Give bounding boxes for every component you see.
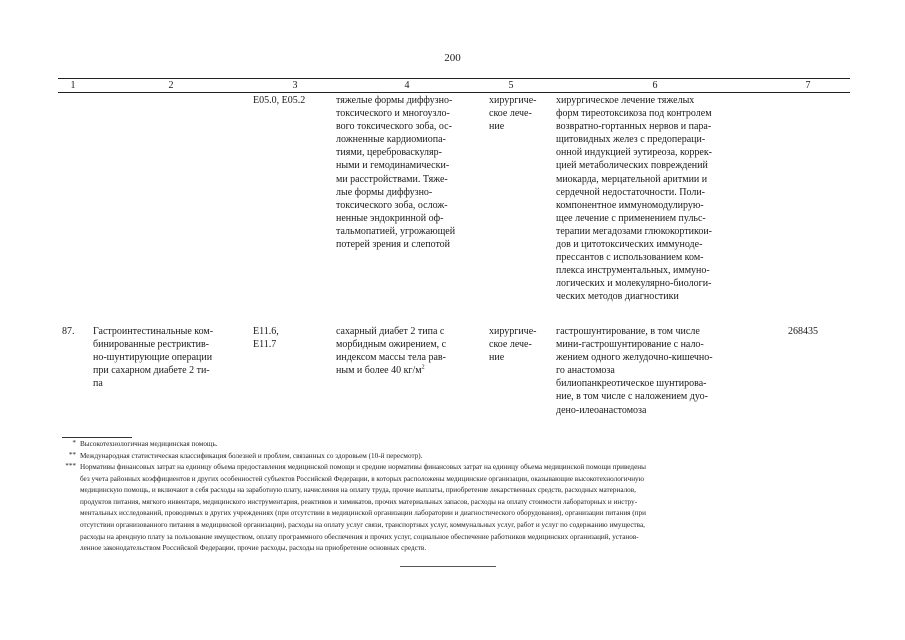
footnote-2-mark: ** [68, 451, 76, 459]
column-header-3: 3 [292, 80, 298, 91]
text-line: мини-гастрошунтирование с нало- [556, 339, 704, 351]
text-line: при сахарном диабете 2 ти- [93, 365, 210, 377]
text-line: Е11.7 [253, 339, 277, 351]
row-a-code: Е05.0, Е05.2 [253, 95, 306, 106]
row-a-treatment-type [489, 94, 551, 133]
text-line: ми расстройствами. Тяже- [336, 173, 448, 185]
superscript: 2 [421, 364, 425, 371]
text-line: жением одного желудочно-кишечно- [556, 352, 713, 364]
footnote-line: ментальных исследований, проводимых в других учреждениях (при отсутствии в медицинской организации лаборатории и диагностического оборудования), организации питания (при [80, 509, 646, 518]
text-line: онной индукцией эутиреоза, коррек- [556, 147, 713, 159]
text-line: щее лечение с применением пульс- [556, 212, 706, 224]
footnote-3-mark: *** [65, 462, 76, 470]
text-line: индексом массы тела рав- [336, 352, 446, 364]
text-line: го анастомоза [556, 365, 615, 377]
footnote-3 [80, 462, 850, 555]
text-line: ское лече- [489, 108, 532, 120]
text-line: Гастроинтестинальные ком- [93, 326, 214, 337]
text-line: морбидным ожирением, с [336, 339, 447, 351]
footnote-1-mark: * [72, 439, 76, 447]
footnote-line: ленное законодательством Российской Федерации, прочие расходы, расходы на приобретение основных средств. [80, 544, 427, 553]
text-line: сердечной недостаточности. Поли- [556, 186, 706, 198]
text-line: хирургиче- [489, 326, 537, 337]
text-line: па [93, 378, 103, 390]
text-line: потерей зрения и слепотой [336, 239, 451, 251]
text-line: тальмопатией, угрожающей [336, 225, 456, 237]
text-line: прессантов с использованием ком- [556, 252, 704, 264]
row-b-cost: 268435 [788, 326, 818, 337]
page-number: 200 [444, 52, 461, 64]
text-line: ние [489, 352, 505, 364]
text-line: ными и гемодинамически- [336, 160, 450, 172]
column-header-7: 7 [805, 80, 811, 91]
text-line: миокарда, мерцательной аритмии и [556, 173, 708, 185]
text-line: токсического зоба, ослож- [336, 199, 448, 211]
footnote-line: без учета районных коэффициентов и других особенностей субъектов Российской Федерации, в которых расположены медицинские организации, оказывающие высокотехнологичную [80, 474, 645, 483]
text-line: гастрошунтирование, в том числе [556, 326, 700, 337]
text-line: ложненные кардиомиопа- [336, 134, 446, 146]
text-line: ское лече- [489, 339, 532, 351]
column-header-4: 4 [404, 80, 410, 91]
text-line: токсического и многоузло- [336, 108, 450, 120]
column-header-1: 1 [70, 80, 76, 91]
footnote-2: Международная статистическая классификация болезней и проблем, связанных со здоровьем (10-й пересмотр). [80, 452, 423, 460]
row-b-method [556, 325, 756, 417]
text-line: Е11.6, [253, 326, 279, 337]
text-line: но-шунтирующие операции [93, 352, 213, 364]
text-line: тяжелые формы диффузно- [336, 95, 453, 106]
row-b-number: 87. [62, 326, 75, 337]
table-header-rule [58, 92, 850, 93]
text-line: щитовидных желез с предопераци- [556, 134, 706, 146]
row-a-diagnosis [336, 94, 481, 251]
text-line: логических и молекулярно-биологи- [556, 278, 712, 290]
text-line: хирургическое лечение тяжелых [556, 95, 695, 106]
row-b-treatment-type [489, 325, 551, 364]
text-line: цией метаболических повреждений [556, 160, 708, 172]
row-b-profile-name [93, 325, 243, 390]
row-b-diagnosis [336, 325, 481, 377]
footnote-line: отсутствии организованного питания в медицинской организации), расходы на оплату услуг связи, транспортных услуг, коммунальных услуг, работ и услуг по содержанию имущества, [80, 520, 645, 529]
row-a-method [556, 94, 756, 304]
text-line: плекса инструментальных, иммуно- [556, 265, 710, 277]
text-line: хирургиче- [489, 95, 537, 106]
text-line: ным и более 40 $кг/м^2$ [336, 364, 425, 377]
text-line: ческих методов диагностики [556, 291, 679, 303]
text-line: лые формы диффузно- [336, 186, 433, 198]
text-line: дено-илеоанастомоза [556, 404, 647, 416]
footnote-line: Нормативы финансовых затрат на единицу объема предоставления медицинской помощи и средние нормативы финансовых затрат на единицу объема медицинской помощи приведены [80, 463, 646, 471]
footnote-1: Высокотехнологичная медицинская помощь. [80, 440, 218, 448]
text-line: сахарный диабет 2 типа с [336, 326, 445, 337]
row-b-codes [253, 325, 313, 351]
text-line: компонентное иммуномодулирую- [556, 199, 704, 211]
column-header-2: 2 [168, 80, 174, 91]
footnote-line: расходы на арендную плату за пользование имуществом, оплату программного обеспечения и прочих услуг, социальное обеспечение работников медицинских организаций, установ- [80, 532, 639, 541]
text-line: бинированные рестриктив- [93, 339, 210, 351]
bottom-rule [400, 566, 496, 567]
footnote-line: продуктов питания, мягкого инвентаря, медицинского инструментария, реактивов и химикатов, прочих материальных запасов, расходы на оплату стоимости лабораторных и инстру- [80, 497, 638, 506]
table-header-row [58, 79, 850, 93]
footnote-line: медицинскую помощь, и включают в себя расходы на заработную плату, начисления на оплату труда, прочие выплаты, приобретение лекарственных средств, расходных материалов, [80, 486, 636, 495]
column-header-6: 6 [652, 80, 658, 91]
text-line: ненные эндокринной оф- [336, 212, 444, 224]
text-line: вого токсического зоба, ос- [336, 121, 452, 133]
text-line: терапии мегадозами глюкокортикои- [556, 225, 713, 237]
text-line: дов и цитотоксических иммуноде- [556, 239, 703, 251]
text-line: ние, в том числе с наложением дуо- [556, 391, 708, 403]
text-line: ние [489, 121, 505, 133]
text-line: тиями, цереброваскуляр- [336, 147, 442, 159]
text-line: возвратно-гортанных нервов и пара- [556, 121, 712, 133]
text-line: билиопанкреотическое шунтирова- [556, 378, 707, 390]
column-header-5: 5 [508, 80, 514, 91]
text-line: форм тиреотоксикоза под контролем [556, 108, 712, 120]
footnote-rule [62, 437, 132, 438]
